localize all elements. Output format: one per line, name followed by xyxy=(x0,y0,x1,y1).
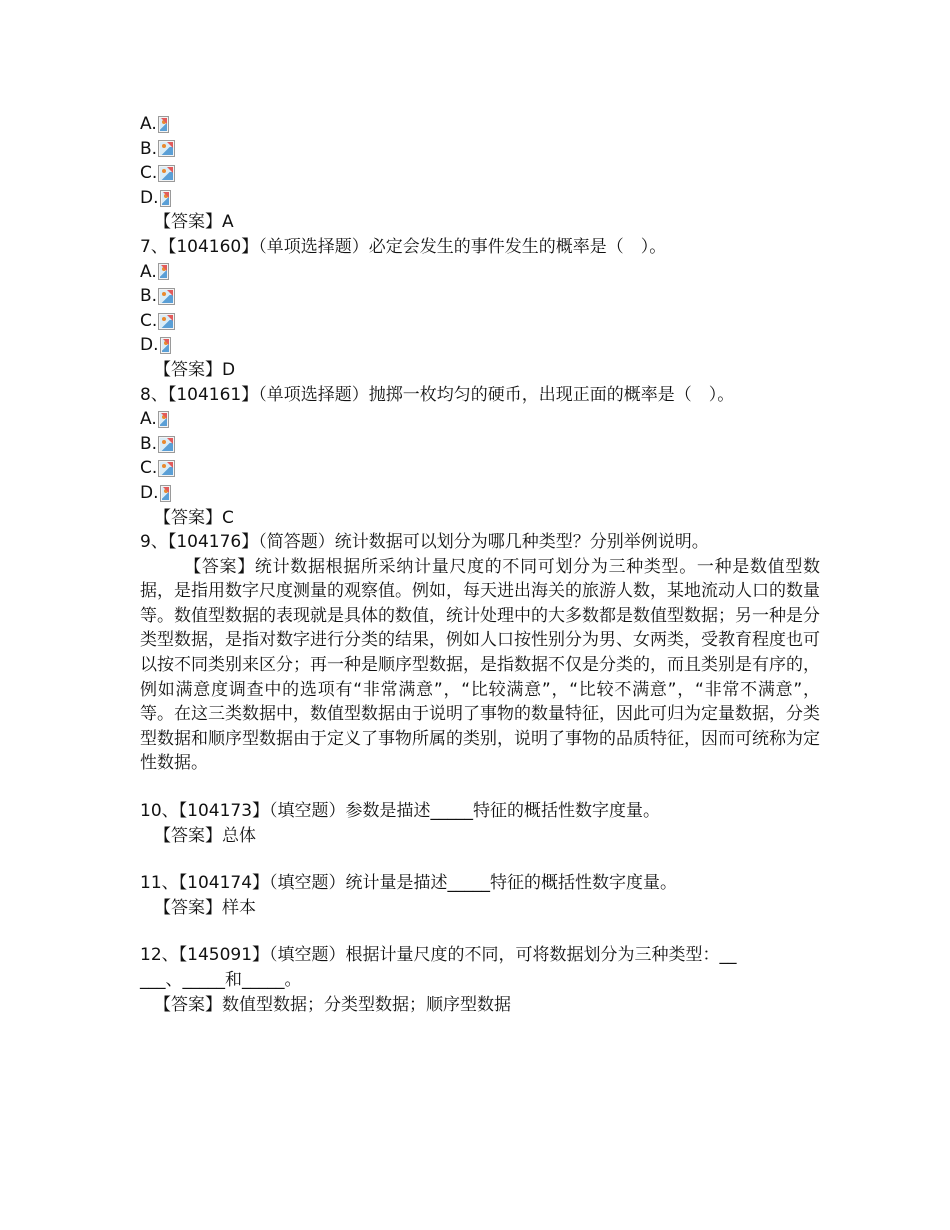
answer-12: 【答案】数值型数据；分类型数据；顺序型数据 xyxy=(154,994,511,1015)
broken-image-icon xyxy=(160,337,171,354)
option-label: A. xyxy=(140,261,157,282)
option-label: D. xyxy=(140,482,159,503)
answer-7: 【答案】D xyxy=(154,359,236,380)
broken-image-icon xyxy=(160,190,171,207)
option-d[interactable] xyxy=(140,333,820,358)
option-a[interactable] xyxy=(140,112,820,137)
broken-image-icon xyxy=(158,288,175,305)
option-label: C. xyxy=(140,310,158,331)
question-text: 8、【104161】（单项选择题）抛掷一枚均匀的硬币，出现正面的概率是（ ）。 xyxy=(140,384,735,405)
question-text: 9、【104176】（简答题）统计数据可以划分为哪几种类型？分别举例说明。 xyxy=(140,532,709,553)
broken-image-icon xyxy=(158,313,175,330)
option-label: D. xyxy=(140,335,159,356)
option-label: B. xyxy=(140,433,158,454)
answer-11: 【答案】样本 xyxy=(154,897,256,918)
answer-10: 【答案】总体 xyxy=(154,825,256,846)
question-12 xyxy=(140,943,820,1017)
answer-8: 【答案】C xyxy=(154,507,234,528)
option-label: D. xyxy=(140,187,159,208)
option-c[interactable] xyxy=(140,309,820,334)
spacer xyxy=(140,776,820,799)
question-11 xyxy=(140,871,820,920)
answer-6: 【答案】A xyxy=(154,212,234,233)
spacer xyxy=(140,920,820,943)
question-text: 10、【104173】（填空题）参数是描述_____特征的概括性数字度量。 xyxy=(140,801,661,822)
option-a[interactable] xyxy=(140,260,820,285)
option-label: B. xyxy=(140,138,158,159)
broken-image-icon xyxy=(158,116,169,133)
question-text-line-1: 12、【145091】（填空题）根据计量尺度的不同，可将数据划分为三种类型：__ xyxy=(140,945,737,966)
broken-image-icon xyxy=(158,165,175,182)
option-b[interactable] xyxy=(140,137,820,162)
question-text-line-2: ___、_____和_____。 xyxy=(140,970,302,990)
option-a[interactable] xyxy=(140,407,820,432)
broken-image-icon xyxy=(158,140,175,157)
option-label: C. xyxy=(140,458,158,479)
option-label: A. xyxy=(140,409,157,430)
answer-9: 【答案】统计数据根据所采纳计量尺度的不同可划分为三种类型。一种是数值型数据，是指用数字尺度测量的观察值。例如，每天进出海关的旅游人数，某地流动人口的数量等。数值型数据的表现就是具体的数值，统计处理中的大多数都是数值型数据；另一种是分类型数据，是指对数字进行分类的结果，例如人口按性别分为男、女两类，受教育程度也可以按不同类别来区分；再一种是顺序型数据，是指数据不仅是分类的，而且类别是有序的，例如满意度调查中的选项有“非常满意”，“比较满意”，“比较不满意”，“非常不满意”，等。在这三类数据中，数值型数据由于说明了事物的数量特征，因此可归为定量数据，分类型数据和顺序型数据由于定义了事物所属的类别，说明了事物的品质特征，因而可统称为定性数据。 xyxy=(140,556,820,774)
option-label: B. xyxy=(140,286,158,307)
broken-image-icon xyxy=(158,411,169,428)
option-d[interactable] xyxy=(140,481,820,506)
option-d[interactable] xyxy=(140,186,820,211)
question-7 xyxy=(140,235,820,383)
option-c[interactable] xyxy=(140,456,820,481)
option-label: A. xyxy=(140,114,157,134)
question-text: 7、【104160】（单项选择题）必定会发生的事件发生的概率是（ ）。 xyxy=(140,236,667,257)
option-c[interactable] xyxy=(140,161,820,186)
option-label: C. xyxy=(140,163,158,184)
broken-image-icon xyxy=(160,485,171,502)
broken-image-icon xyxy=(158,460,175,477)
document-page xyxy=(140,112,820,1017)
spacer xyxy=(140,848,820,871)
question-9 xyxy=(140,530,820,776)
question-8 xyxy=(140,383,820,531)
option-b[interactable] xyxy=(140,284,820,309)
question-6-options xyxy=(140,112,820,235)
broken-image-icon xyxy=(158,263,169,280)
broken-image-icon xyxy=(158,436,175,453)
question-text: 11、【104174】（填空题）统计量是描述_____特征的概括性数字度量。 xyxy=(140,873,678,894)
question-10 xyxy=(140,799,820,848)
option-b[interactable] xyxy=(140,432,820,457)
